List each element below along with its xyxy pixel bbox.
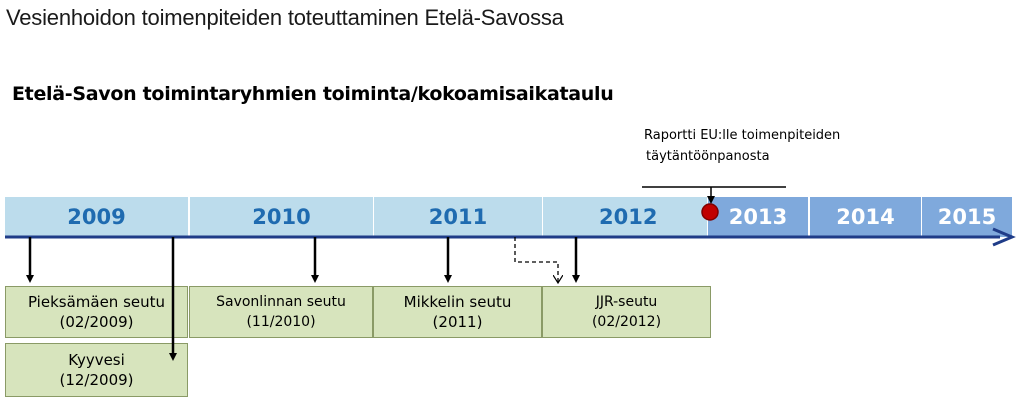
group-date: (02/2009) xyxy=(59,313,134,331)
group-name: Mikkelin seutu xyxy=(403,293,512,311)
report-label-line1: Raportti EU:lle toimenpiteiden xyxy=(644,128,841,143)
year-band-2010: 2010 xyxy=(189,197,373,237)
dashed-shift-arrow xyxy=(515,237,558,283)
year-band-2011: 2011 xyxy=(373,197,542,237)
diagram-subtitle: Etelä-Savon toimintaryhmien toiminta/kokoamisaikataulu xyxy=(12,83,614,105)
group-date: (11/2010) xyxy=(246,314,316,330)
year-band-2013: 2013 xyxy=(708,197,808,237)
year-band-2009: 2009 xyxy=(5,197,188,237)
group-name: JJR-seutu xyxy=(595,294,658,310)
slide-title: Vesienhoidon toimenpiteiden toteuttaminen Etelä-Savossa xyxy=(6,5,564,30)
group-date: (2011) xyxy=(432,313,483,331)
report-label-line2: täytäntöönpanosta xyxy=(646,149,770,164)
report-marker xyxy=(702,204,718,220)
group-date: (02/2012) xyxy=(591,314,662,330)
group-date: (12/2009) xyxy=(59,371,134,389)
group-name: Kyyvesi xyxy=(68,351,125,369)
group-name: Savonlinnan seutu xyxy=(216,294,346,310)
year-band-2015: 2015 xyxy=(921,197,1012,237)
group-name: Pieksämäen seutu xyxy=(27,293,166,311)
year-band-2012: 2012 xyxy=(542,197,707,237)
year-band-2014: 2014 xyxy=(809,197,921,237)
